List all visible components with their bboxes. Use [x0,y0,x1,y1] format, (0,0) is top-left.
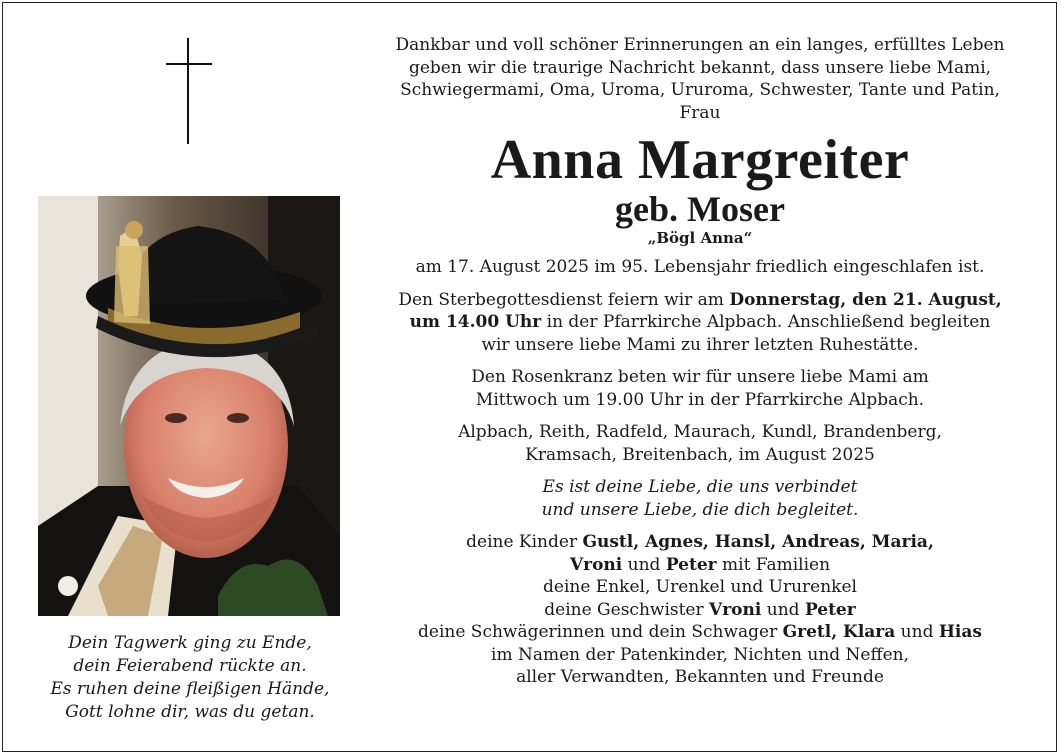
rosary-line: Mittwoch um 19.00 Uhr in der Pfarrkirche Alpbach. [475,389,925,410]
quote-line: Es ist deine Liebe, die uns verbindet [542,477,858,497]
intro-line: geben wir die traurige Nachricht bekannt, dass unsere liebe Mami, [408,57,992,78]
intro-line: Dankbar und voll schöner Erinnerungen an ein langes, erfülltes Leben [395,35,1005,55]
mourners-children-2: Vroni und Peter mit Familien [569,554,831,575]
places-line: Alpbach, Reith, Radfeld, Maurach, Kundl, Brandenberg, [458,422,942,442]
mourners-godchildren: im Namen der Patenkinder, Nichten und Neffen, [491,644,909,665]
birth-name: geb. Moser [615,189,785,229]
poem-line: Dein Tagwerk ging zu Ende, [68,633,312,653]
service-line: Den Sterbegottesdienst feiern wir am Donnerstag, den 21. August, [398,289,1002,310]
intro-line: Schwiegermami, Oma, Uroma, Ururoma, Schwester, Tante und Patin, [400,80,1000,100]
places-line: Kramsach, Breitenbach, im August 2025 [525,444,875,465]
intro-line: Frau [679,102,721,123]
mourners-grandchildren: deine Enkel, Urenkel und Ururenkel [543,577,857,597]
notice-text [370,34,1030,689]
quote-line: und unsere Liebe, die dich begleitet. [541,499,859,520]
cross-icon [166,38,212,144]
poem [20,632,360,724]
deceased-name: Anna Margreiter [490,129,910,191]
portrait-photo [38,196,340,616]
mourners-inlaws: deine Schwägerinnen und dein Schwager Gretl, Klara und Hias [418,622,982,642]
poem-line: dein Feierabend rückte an. [73,656,307,676]
mourners-siblings: deine Geschwister Vroni und Peter [544,599,856,620]
poem-line: Es ruhen deine fleißigen Hände, [50,679,330,699]
mourners-all: aller Verwandten, Bekannten und Freunde [516,667,884,687]
death-date: am 17. August 2025 im 95. Lebensjahr friedlich eingeschlafen ist. [415,257,985,277]
poem-line: Gott lohne dir, was du getan. [65,702,315,722]
service-line: um 14.00 Uhr in der Pfarrkirche Alpbach. Anschließend begleiten [409,312,991,332]
nickname: „Bögl Anna“ [647,229,753,247]
rosary-line: Den Rosenkranz beten wir für unsere liebe Mami am [471,367,929,387]
mourners-children: deine Kinder Gustl, Agnes, Hansl, Andreas, Maria, [466,532,934,552]
service-line: wir unsere liebe Mami zu ihrer letzten Ruhestätte. [481,334,919,355]
